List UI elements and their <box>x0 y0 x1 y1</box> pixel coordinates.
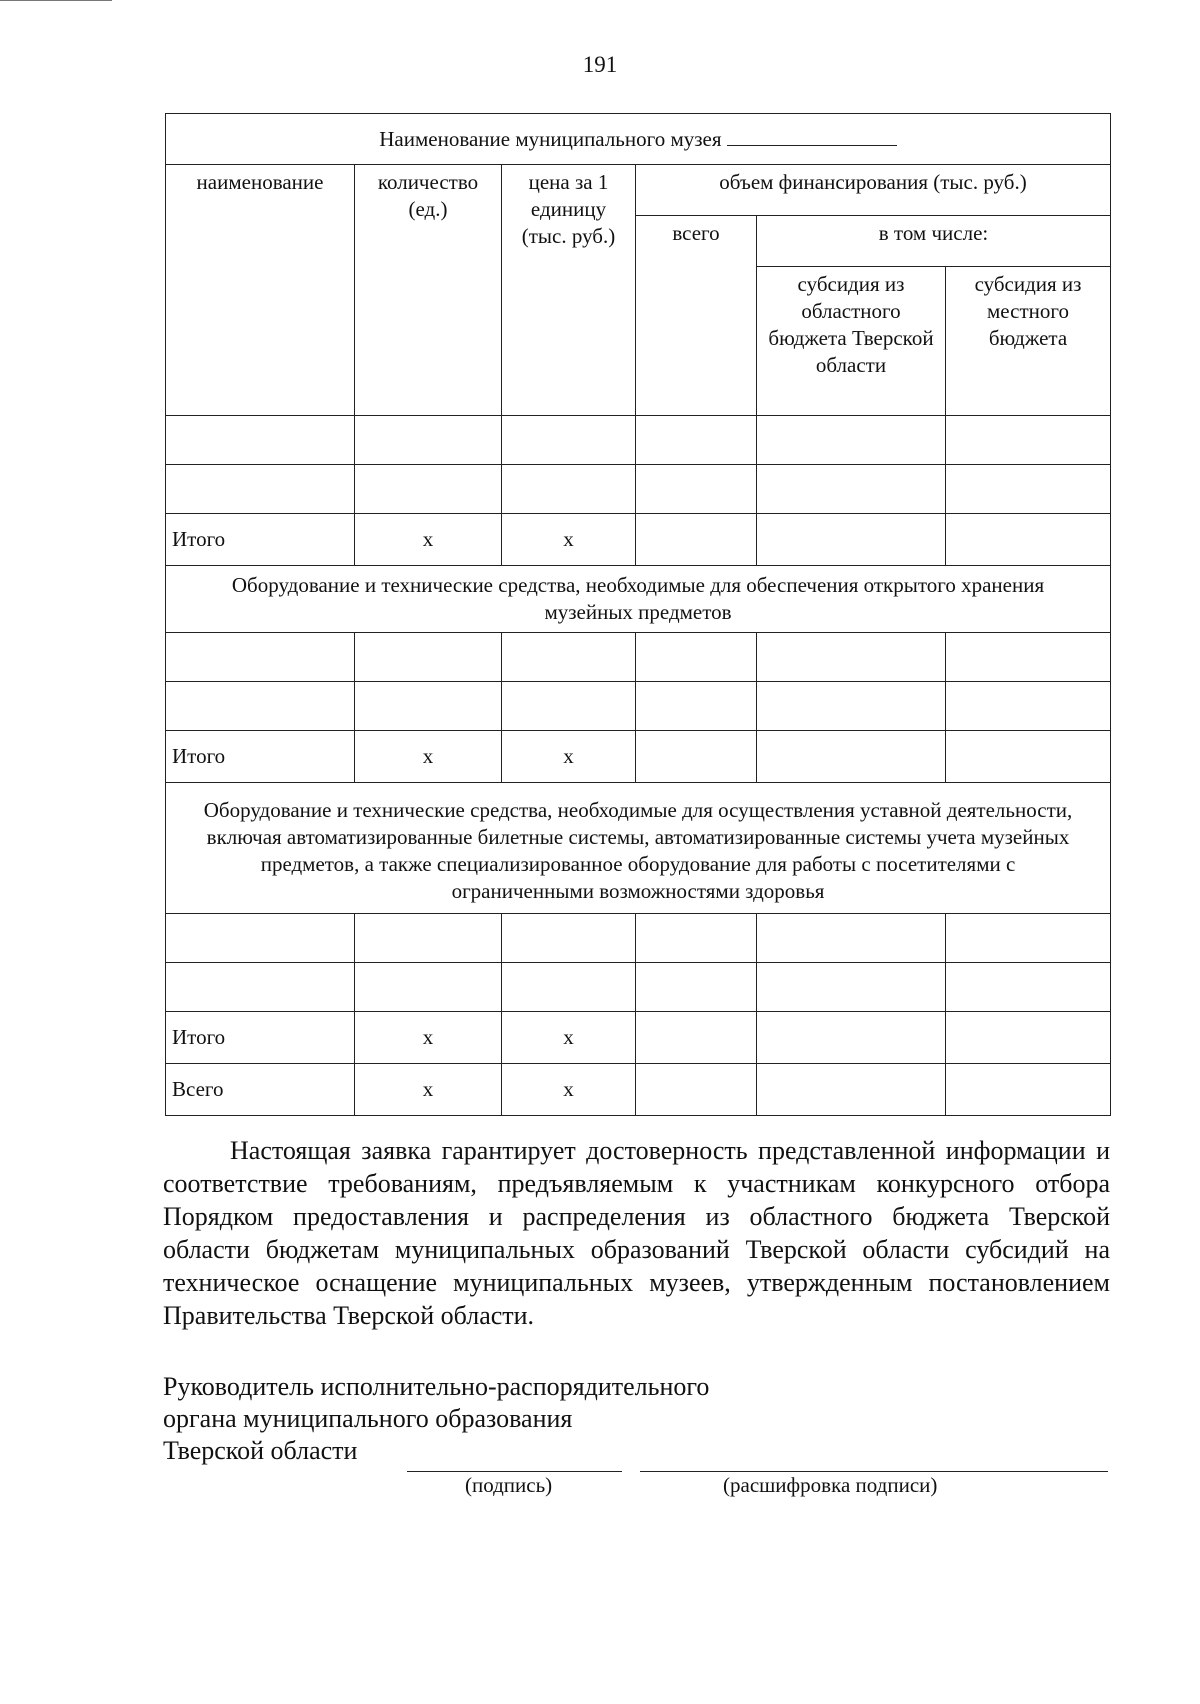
col-header-name: наименование <box>166 165 355 416</box>
statement-paragraph: Настоящая заявка гарантирует достоверность представленной информации и соответствие требованиям, предъявляемым к участникам конкурсного отбора Порядком предоставления и распределения из областного бюджета Тверской области бюджетам муниципальных образований Тверской области субсидий на техническое оснащение муниципальных музеев, утвержденным постановлением Правительства Тверской области. <box>163 1136 1110 1330</box>
signer-title-line-3: Тверской области <box>163 1436 358 1465</box>
table-row <box>166 416 1111 465</box>
table-row <box>166 963 1111 1012</box>
grand-total-price: х <box>502 1064 636 1116</box>
section-title: Оборудование и технические средства, необходимые для обеспечения открытого хранения музейных предметов <box>166 566 1111 633</box>
museum-name-label: Наименование муниципального музея <box>379 127 722 151</box>
total-qty: х <box>355 1012 502 1064</box>
museum-name-blank[interactable] <box>727 125 897 146</box>
decoding-caption: (расшифровка подписи) <box>723 1473 938 1497</box>
col-header-funding: объем финансирования (тыс. руб.) <box>636 165 1111 216</box>
section-3-total-row <box>166 1012 1111 1064</box>
grand-total-row <box>166 1064 1111 1116</box>
col-header-regional: субсидия из областного бюджета Тверской области <box>757 267 946 416</box>
table-row <box>166 633 1111 682</box>
section-3-title-row <box>166 783 1111 914</box>
grand-total-label: Всего <box>166 1064 355 1116</box>
table-row <box>166 914 1111 963</box>
signature-block <box>163 1371 709 1467</box>
table-row <box>166 465 1111 514</box>
total-qty: х <box>355 731 502 783</box>
section-2-title-row <box>166 566 1111 633</box>
museum-row <box>166 114 1111 165</box>
section-title: Оборудование и технические средства, необходимые для осуществления уставной деятельности, включая автоматизированные билетные системы, автоматизированные системы учета музейных предметов, а также специализированное оборудование для работы с посетителями с ограниченными возможностями здоровья <box>166 783 1111 914</box>
grand-total-qty: х <box>355 1064 502 1116</box>
page-number: 191 <box>582 52 618 77</box>
total-label: Итого <box>166 1012 355 1064</box>
total-price: х <box>502 514 636 566</box>
total-price: х <box>502 731 636 783</box>
top-rule <box>0 0 112 1</box>
table-row <box>166 682 1111 731</box>
total-price: х <box>502 1012 636 1064</box>
signature-caption: (подпись) <box>465 1473 553 1497</box>
total-label: Итого <box>166 731 355 783</box>
signer-title-line-2: органа муниципального образования <box>163 1404 573 1433</box>
total-qty: х <box>355 514 502 566</box>
col-header-local: субсидия из местного бюджета <box>946 267 1111 416</box>
col-header-price: цена за 1 единицу (тыс. руб.) <box>502 165 636 416</box>
section-2-total-row <box>166 731 1111 783</box>
section-1-total-row <box>166 514 1111 566</box>
funding-table <box>165 113 1111 1116</box>
col-header-quantity: количество (ед.) <box>355 165 502 416</box>
col-header-including: в том числе: <box>757 216 1111 267</box>
total-label: Итого <box>166 514 355 566</box>
col-header-total: всего <box>636 216 757 416</box>
museum-name-cell <box>166 114 1111 165</box>
signature-decoding-line[interactable] <box>640 1471 1108 1472</box>
signature-line[interactable] <box>407 1471 622 1472</box>
signer-title-line-1: Руководитель исполнительно-распорядительного <box>163 1372 710 1401</box>
header-row-1 <box>166 165 1111 216</box>
